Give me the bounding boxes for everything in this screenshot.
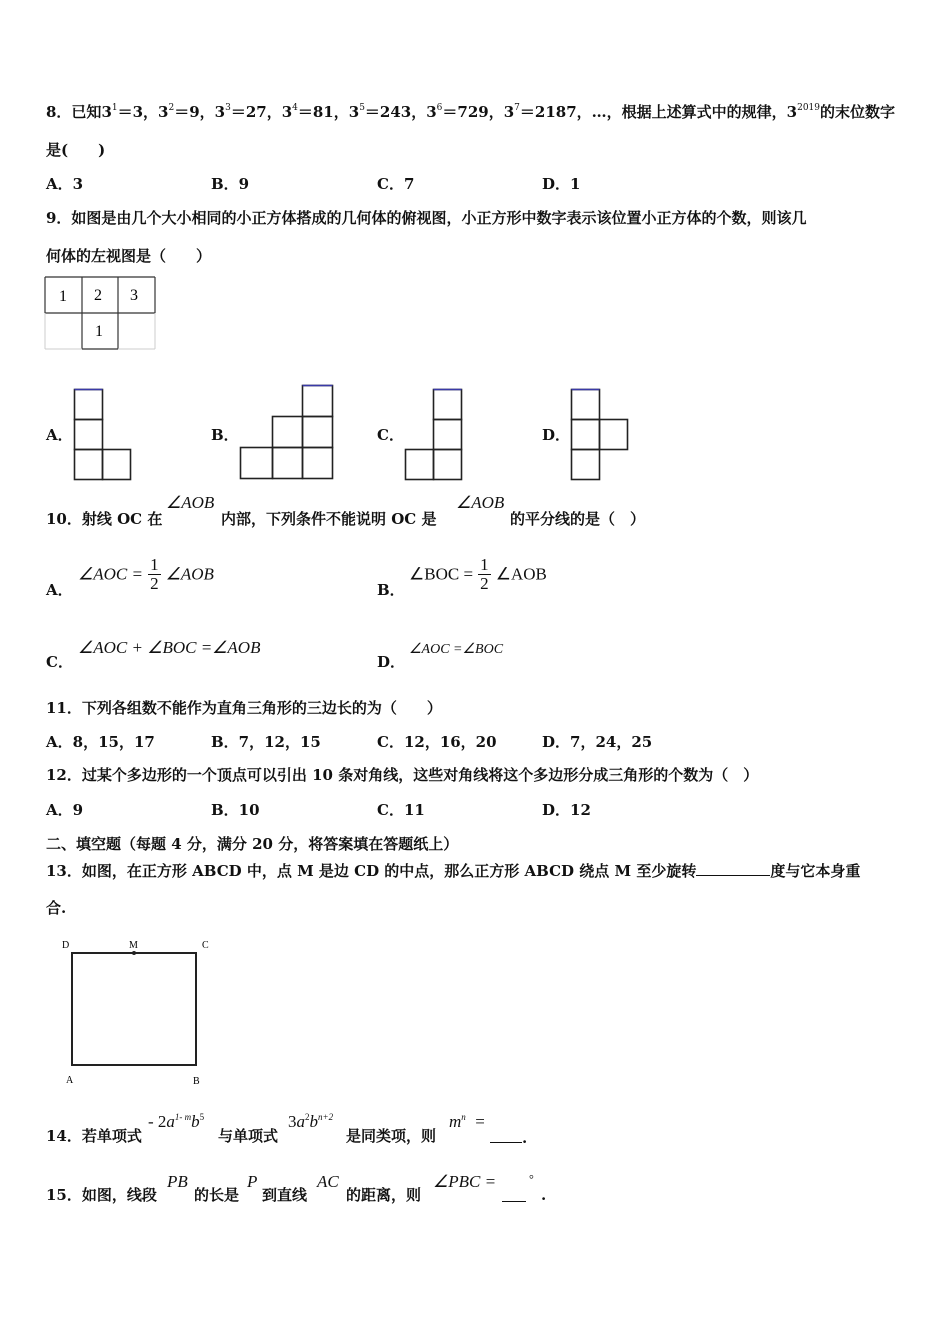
q14-end: .: [522, 1129, 528, 1147]
q15-angle: ∠PBC =: [433, 1172, 497, 1191]
q8-power-value-4: ＝81，: [297, 103, 349, 121]
grid-number-2: 2: [94, 287, 102, 304]
q8-target-exp: 2019: [797, 103, 820, 113]
q10-option-d-label: D．: [377, 653, 406, 671]
q10-b-den: 2: [480, 574, 489, 593]
q8-line1: [46, 102, 895, 122]
q9-option-b-label: B．: [211, 426, 239, 444]
q14-expr: [449, 1112, 485, 1132]
q12-option-a: A．9: [46, 801, 84, 819]
q10-suffix: 的平分线的是（ ）: [510, 510, 646, 528]
q8-power-exp-2: 2: [168, 103, 175, 113]
q10-b-num: 1: [480, 555, 489, 574]
q15-t3: 的距离，则: [346, 1186, 422, 1204]
q8-option-a: A．3: [46, 175, 84, 193]
q10-option-c-label: C．: [46, 653, 73, 671]
q13-square-figure: [58, 936, 218, 1088]
q15-t1: 的长是: [194, 1186, 240, 1204]
q10-option-b-label: B．: [377, 581, 405, 599]
q15-answer: [502, 1185, 526, 1207]
q14-answer: [490, 1126, 527, 1148]
q10-b-lhs: ∠BOC =: [409, 564, 474, 584]
q14-m: m: [449, 1112, 462, 1131]
q8-power-base-5: 3: [348, 103, 360, 121]
q12-option-b: B．10: [211, 801, 260, 819]
label-m: M: [129, 940, 138, 951]
q14-cond: 是同类项，则: [346, 1127, 437, 1145]
label-d: D: [62, 940, 70, 951]
q8-power-exp-6: 6: [436, 103, 443, 113]
q8-power-exp-4: 4: [292, 103, 298, 113]
mono2-coef: 3: [288, 1112, 297, 1131]
label-c: C: [202, 940, 209, 951]
q8-powers: [101, 103, 621, 121]
q8-end: 的末位数字: [820, 103, 896, 121]
grid-number-1: 1: [59, 288, 67, 305]
q10-option-b-expr: [409, 556, 547, 593]
q8-power-value-3: ＝27，: [230, 103, 282, 121]
q13-prefix: 13．如图，在正方形 ABCD 中，点 M 是边 CD 的中点，那么正方形 ABCD 绕点 M 至少旋转: [46, 862, 697, 880]
q13-line1: [46, 859, 860, 881]
q8-power-base-2: 3: [158, 103, 169, 121]
mono2-a: a: [296, 1112, 305, 1131]
q8-power-value-5: ＝243，: [364, 103, 427, 121]
q9-option-d-label: D．: [542, 426, 571, 444]
square-abcd: [72, 953, 196, 1065]
q10-stem: [46, 509, 162, 529]
q8-power-base-4: 3: [281, 103, 293, 121]
mono2-b: b: [309, 1112, 318, 1131]
mono2-exp-a: 2: [305, 1112, 310, 1122]
q8-option-c: C．7: [377, 175, 415, 193]
q9-option-a-label: A．: [46, 426, 73, 444]
q9-option-c-label: C．: [377, 426, 404, 444]
label-a: A: [66, 1075, 74, 1086]
grid-number-3: 3: [130, 287, 138, 304]
q10-a-num: 1: [150, 555, 159, 574]
q11-option-d: D．7，24，25: [542, 733, 653, 751]
q8-power-exp-1: 1: [111, 103, 118, 113]
q10-b-rhs: ∠AOB: [495, 564, 547, 584]
q10-a-rhs: ∠AOB: [165, 564, 214, 584]
q10-angle-2: ∠AOB: [456, 493, 505, 512]
q15-degree: °: [529, 1172, 534, 1186]
q8-power-exp-3: 3: [225, 103, 231, 113]
q15-t2: 到直线: [262, 1186, 308, 1204]
q8-mid: 根据上述算式中的规律，: [621, 103, 787, 121]
mono1-exp-a: 1- m: [174, 1112, 192, 1122]
section-heading: 二、填空题（每题 4 分，满分 20 分，将答案填在答题纸上）: [46, 835, 459, 853]
q9-line1: 9．如图是由几个大小相同的小正方体搭成的几何体的俯视图，小正方形中数字表示该位置小正方体的个数，则该几: [46, 209, 807, 227]
q14-monomial-1: [148, 1112, 204, 1132]
q15-line: AC: [317, 1172, 339, 1191]
q10-option-a-label: A．: [46, 581, 73, 599]
q10-option-c-expr: ∠AOC + ∠BOC =∠AOB: [78, 638, 261, 657]
q10-a-den: 2: [150, 574, 159, 593]
q13-answer-blank[interactable]: [696, 859, 770, 876]
q8-line2: 是( ): [46, 141, 106, 159]
q12-option-c: C．11: [377, 801, 425, 819]
mono1-b: b: [191, 1112, 200, 1131]
q8-power-value-1: ＝3，: [117, 103, 159, 121]
q15-point: P: [247, 1172, 258, 1191]
q8-power-exp-5: 5: [359, 103, 365, 113]
q8-power-base-1: 3: [101, 103, 112, 121]
q14-mid: 与单项式: [218, 1127, 279, 1145]
mono2-exp-b: n+2: [318, 1112, 334, 1122]
grid-number-4: 1: [95, 323, 103, 340]
q8-power-value-2: ＝9，: [174, 103, 215, 121]
point-m: [132, 951, 136, 955]
q8-power-base-3: 3: [214, 103, 226, 121]
q8-target-base: 3: [786, 103, 798, 121]
mono1-coef: - 2: [148, 1112, 167, 1131]
q10-a-lhs: ∠AOC =: [78, 564, 143, 584]
q14-monomial-2: [288, 1112, 333, 1132]
q8-power-value-7: ＝2187，…，: [519, 103, 622, 121]
q9-option-a-figure: [73, 388, 133, 481]
label-b: B: [193, 1076, 200, 1087]
mono1-a: a: [166, 1112, 175, 1131]
q11-option-a: A．8，15，17: [46, 733, 155, 751]
q12-stem: 12．过某个多边形的一个顶点可以引出 10 条对角线，这些对角线将这个多边形分成三角形的个数为（ ）: [46, 766, 759, 784]
q10-angle-1: ∠AOB: [166, 493, 215, 512]
q10-b-fraction: [478, 556, 491, 593]
q11-stem: 11．下列各组数不能作为直角三角形的三边长的为（ ）: [46, 699, 442, 717]
q8-power-base-6: 3: [426, 103, 437, 121]
q9-option-b-figure: [238, 384, 336, 481]
q10-a-fraction: [148, 556, 161, 593]
q11-option-b: B．7，12，15: [211, 733, 321, 751]
q10-option-a-expr: [78, 556, 214, 593]
q9-option-c-figure: [404, 388, 466, 481]
q9-option-d-figure: [570, 388, 632, 481]
q8-option-d: D．1: [542, 175, 581, 193]
q8-power-exp-7: 7: [514, 103, 520, 113]
q15-end: .: [541, 1186, 547, 1204]
q14-prefix: 14．若单项式: [46, 1127, 142, 1145]
q9-top-view-figure: [44, 276, 158, 354]
q8-power-value-6: ＝729，: [442, 103, 504, 121]
q15-prefix: 15．如图，线段: [46, 1186, 157, 1204]
q12-option-d: D．12: [542, 801, 591, 819]
q14-n: n: [461, 1112, 466, 1122]
q14-eq: =: [475, 1112, 485, 1131]
q8-prefix: 8．已知: [46, 103, 102, 121]
q15-segment: PB: [167, 1172, 188, 1191]
q15-answer-blank[interactable]: [502, 1185, 526, 1202]
mono1-exp-b: 5: [199, 1112, 205, 1122]
q10-mid: 内部，下列条件不能说明 OC 是: [221, 510, 437, 528]
q13-suffix: 度与它本身重: [770, 862, 861, 880]
q10-prefix: 10．射线 OC 在: [46, 510, 163, 528]
q9-line2: 何体的左视图是（ ）: [46, 247, 212, 265]
q14-answer-blank[interactable]: [490, 1126, 522, 1143]
q8-power-base-7: 3: [503, 103, 515, 121]
q13-line2: 合.: [46, 899, 67, 917]
q8-option-b: B．9: [211, 175, 250, 193]
q10-option-d-expr: ∠AOC =∠BOC: [409, 642, 504, 657]
q11-option-c: C．12，16，20: [377, 733, 497, 751]
